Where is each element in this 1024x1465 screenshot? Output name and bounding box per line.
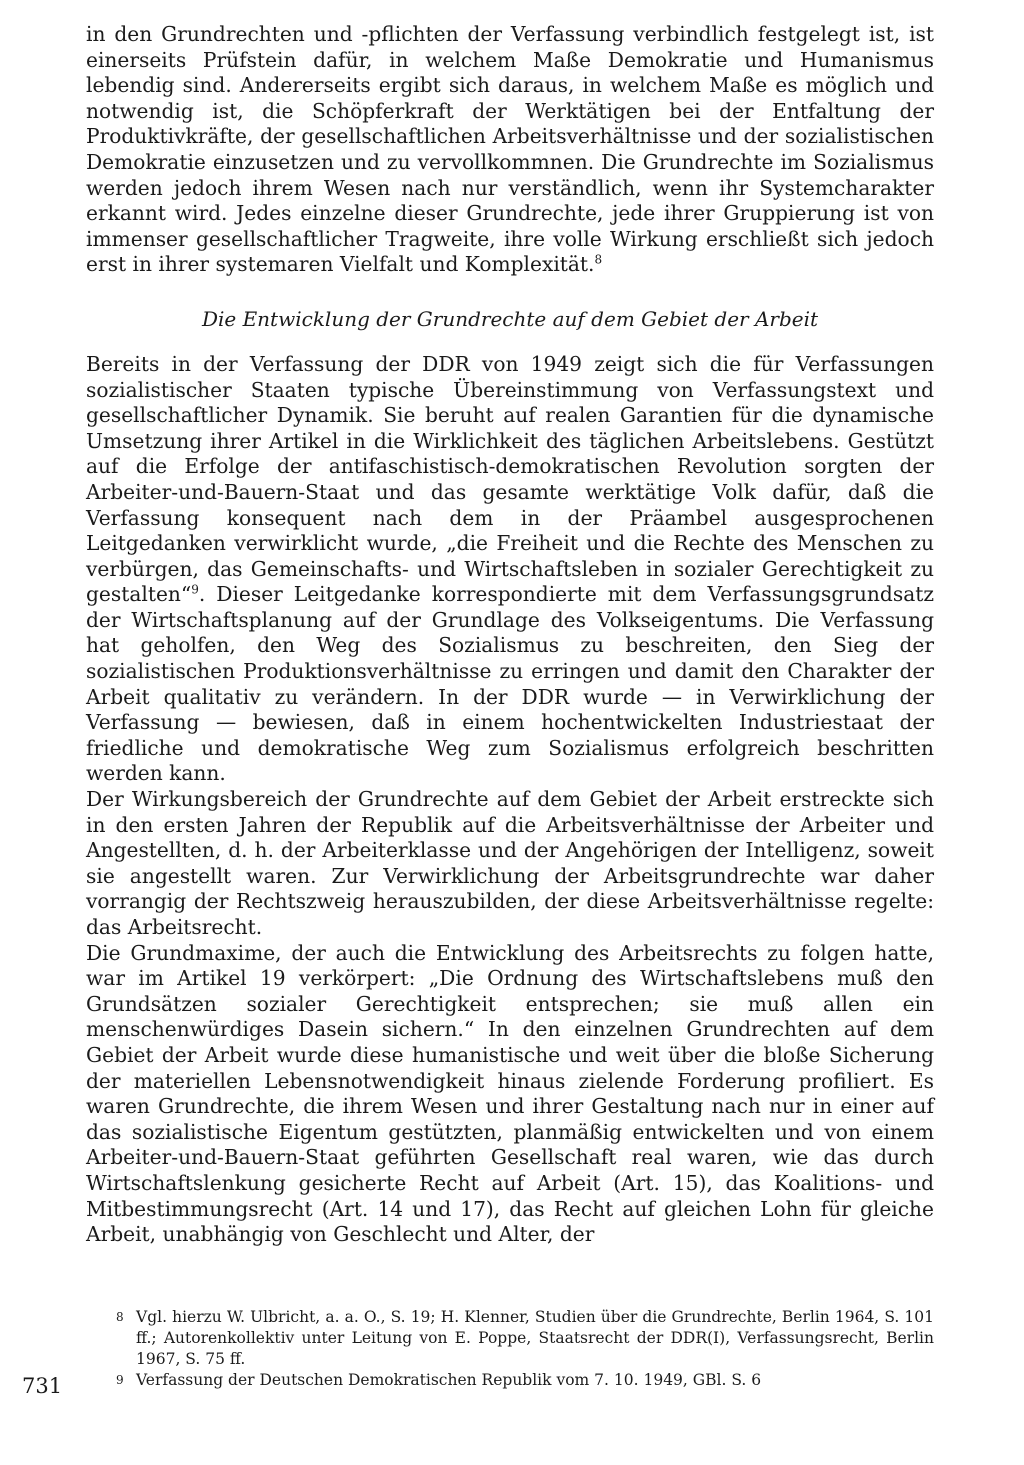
page-number: 731: [22, 1374, 63, 1398]
footnote-number: 9: [116, 1373, 124, 1387]
footnote-8: [116, 1307, 934, 1370]
footnotes: [116, 1307, 934, 1391]
footnote-9: [116, 1370, 934, 1391]
intro-text: in den Grundrechten und -pflichten der Verfassung verbindlich festgelegt ist, ist einerseits Prüfstein dafür, in welchem Maße Demokratie und Humanismus lebendig sind. Andererseits ergibt sich daraus, in welchem Maße es möglich und notwendig ist, die Schöpferkraft der Werktätigen bei der Entfaltung der Produktivkräfte, der gesellschaftlichen Arbeitsverhältnisse und der sozialistischen Demokratie einzusetzen und zu vervollkommnen. Die Grundrechte im Sozialismus werden jedoch ihrem Wesen nach nur verständlich, wenn ihr Systemcharakter erkannt wird. Jedes einzelne dieser Grundrechte, jede ihrer Gruppierung ist von immenser gesellschaftlicher Tragweite, ihre volle Wirkung erschließt sich jedoch erst in ihrer systemaren Vielfalt und Komplexität.: [86, 22, 934, 277]
footnote-ref-8[interactable]: 8: [594, 252, 603, 267]
paragraph-2: Der Wirkungsbereich der Grundrechte auf dem Gebiet der Arbeit erstreckte sich in den ersten Jahren der Republik auf die Arbeitsverhältnisse der Arbeiter und Angestellten, d. h. der Arbeiterklasse und der Angehörigen der Intelligenz, soweit sie angestellt waren. Zur Verwirklichung der Arbeitsgrundrechte war daher vorrangig der Rechtszweig herauszubilden, der diese Arbeitsverhältnisse regelte: das Arbeitsrecht.: [86, 787, 934, 939]
footnote-number: 8: [116, 1310, 124, 1324]
page-body: [86, 22, 934, 1248]
paragraph-1-rest: . Dieser Leitgedanke korrespondierte mit dem Verfassungsgrundsatz der Wirtschaftsplanung auf der Grundlage des Volkseigentums. Die Verfassung hat geholfen, den Weg des Sozialismus zu beschreiten, den Sieg der sozialistischen Produktionsverhältnisse zu erringen und damit den Charakter der Arbeit qualitativ zu verändern. In der DDR wurde — in Verwirklichung der Verfassung — bewiesen, daß in einem hochentwickelten Industriestaat der friedliche und demokratische Weg zum Sozialismus erfolgreich beschritten werden kann.: [86, 582, 934, 786]
intro-paragraph: [86, 22, 934, 278]
footnote-ref-9[interactable]: 9: [191, 582, 199, 597]
paragraph-1: [86, 352, 934, 787]
footnote-text: Vgl. hierzu W. Ulbricht, a. a. O., S. 19; H. Klenner, Studien über die Grundrechte, Berlin 1964, S. 101 ff.; Autorenkollektiv unter Leitung von E. Poppe, Staatsrecht der DDR(I), Verfassungsrecht, Berlin 1967, S. 75 ff.: [136, 1308, 934, 1368]
section-title: Die Entwicklung der Grundrechte auf dem Gebiet der Arbeit: [201, 306, 819, 331]
paragraph-3: Die Grundmaxime, der auch die Entwicklung des Arbeitsrechts zu folgen hatte, war im Artikel 19 verkörpert: „Die Ordnung des Wirtschaftslebens muß den Grundsätzen sozialer Gerechtigkeit entsprechen; sie muß allen ein menschenwürdiges Dasein sichern.“ In den einzelnen Grundrechten auf dem Gebiet der Arbeit wurde diese humanistische und weit über die bloße Sicherung der materiellen Lebensnotwendigkeit hinaus zielende Forderung profiliert. Es waren Grundrechte, die ihrem Wesen und ihrer Gestaltung nach nur in einer auf das sozialistische Eigentum gestützten, planmäßig entwickelten und von einem Arbeiter-und-Bauern-Staat geführten Gesellschaft real waren, wie das durch Wirtschaftslenkung gesicherte Recht auf Arbeit (Art. 15), das Koalitions- und Mitbestimmungsrecht (Art. 14 und 17), das Recht auf gleichen Lohn für gleiche Arbeit, unabhängig von Geschlecht und Alter, der: [86, 940, 934, 1247]
paragraph-1-text: Bereits in der Verfassung der DDR von 1949 zeigt sich die für Verfassungen sozialistischer Staaten typische Übereinstimmung von Verfassungstext und gesellschaftlicher Dynamik. Sie beruht auf realen Garantien für die dynamische Umsetzung ihrer Artikel in die Wirklichkeit des täglichen Arbeitslebens. Gestützt auf die Erfolge der antifaschistisch-demokratischen Revolution sorgten der Arbeiter-und-Bauern-Staat und das gesamte werktätige Volk dafür, daß die Verfassung konsequent nach dem in der Präambel ausgesprochenen Leitgedanken verwirklicht wurde, „die Freiheit und die Rechte des Menschen zu verbürgen, das Gemeinschafts- und Wirtschaftsleben in sozialer Gerechtigkeit zu gestalten“: [86, 351, 934, 607]
footnote-text: Verfassung der Deutschen Demokratischen Republik vom 7. 10. 1949, GBl. S. 6: [136, 1371, 762, 1389]
